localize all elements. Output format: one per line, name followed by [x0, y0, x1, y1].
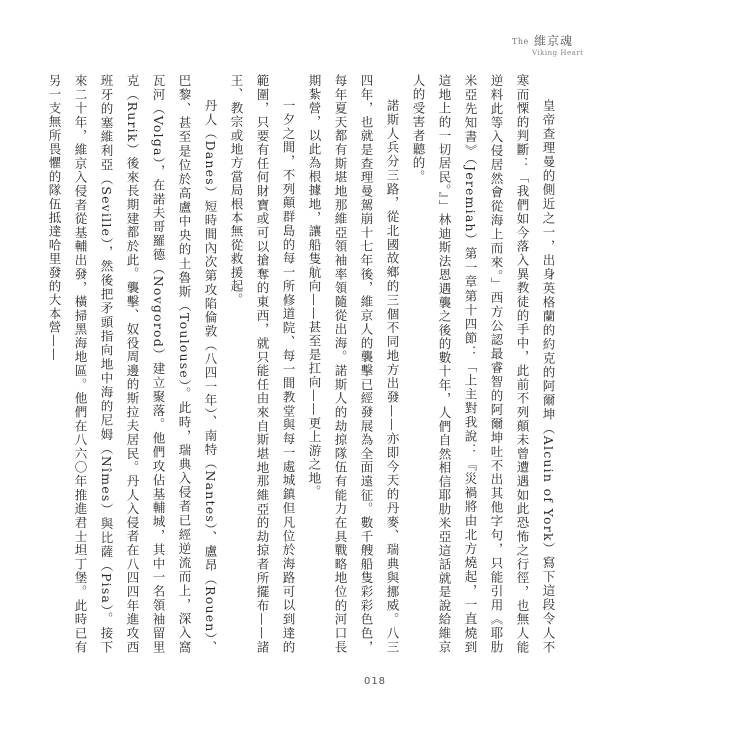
- book-subtitle: Viking Heart: [532, 49, 584, 57]
- body-paragraph: 諾斯人兵分三路，從北國故鄉的三個不同地方出發——亦即今天的丹麥、瑞典與挪威。八三四年，也就是查理曼駕崩十七年後，維京人的襲擊已經發展為全面遠征。數千艘船隻彩彩色色，每年夏天都有斯堪地那維亞領袖率領隨從出海。諾斯人的劫掠隊伍有能力在具戰略地位的河口長期紮營，以此為根據地，讓船隻航向——甚至是扛向——更上游之地。: [307, 74, 400, 654]
- header-prefix: The: [512, 37, 529, 46]
- running-header: [512, 24, 602, 60]
- page-number: 018: [363, 676, 387, 687]
- body-paragraph: 丹人（Danes）短時間內次第攻陷倫敦（八四一年）、南特（Nantes）、盧昂（Rouen）、巴黎、甚至是位於高盧中央的土魯斯（Toulouse）。此時，瑞典入侵者已經逆流而上，深入窩瓦河（Volga），在諾夫哥羅德（Novgorod）建立聚落。他們攻佔基輔城，其中一名領袖留里克（Rurik）後來長期建都於此。襲擊、奴役周邊的斯拉夫居民。丹人入侵者在八四四年進攻西班牙的塞維利亞（Seville），然後把矛頭指向地中海的尼姆（Nîmes）與比薩（Pisa）。接下來二十年，維京入侵者從基輔出發，橫掃黑海地區。他們在八六〇年推進君士坦丁堡。此時已有另一支無所畏懼的隊伍抵達哈里發的大本營——: [47, 74, 218, 654]
- vertical-body-text: [47, 74, 561, 654]
- body-paragraph: 皇帝查理曼的側近之一，出身英格蘭的約克的阿爾坤（Alcuin of York）寫下這段令人不寒而慄的判斷：「我們如今落入異教徒的手中，此前不列顛未曾遭遇如此恐怖之行徑，也無人能逆料此等入侵居然會從海上而來。」西方公認最睿智的阿爾坤吐不出其他字句，只能引用《耶肋米亞先知書》（Jeremiah）第一章第十四節：「上主對我說：『災禍將由北方燒起，一直燒到這地上的一切居民。』」林迪斯法恩遇襲之後的數十年，人們自然相信耶肋米亞這話就是說給維京人的受害者聽的。: [411, 74, 556, 654]
- book-title: 維京魂: [534, 34, 574, 48]
- body-paragraph: 一夕之間，不列顛群島的每一所修道院、每一間教堂與每一處城鎮但凡位於海路可以到達的範圍，只要有任何財寶或可以搶奪的東西，就只能任由來自斯堪地那維亞的劫掠者所擺布——諸王、教宗或地方當局根本無從救援起。: [229, 74, 296, 654]
